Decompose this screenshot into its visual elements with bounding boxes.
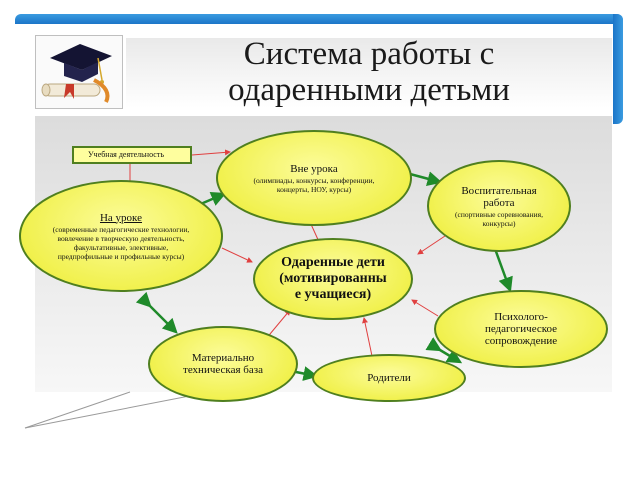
parents-node bbox=[312, 354, 466, 402]
gifted-children-line-2: (мотивированны bbox=[279, 271, 387, 286]
title-line-2: одаренными детьми bbox=[228, 72, 510, 108]
material-base-line-2: техническая база bbox=[183, 364, 263, 376]
material-base-node bbox=[148, 326, 298, 402]
link-inlesson-material bbox=[150, 306, 176, 332]
psychological-support-line-3: сопровождение bbox=[484, 335, 558, 347]
educational-work-title: Воспитательная работа bbox=[461, 184, 537, 209]
gifted-children-line-1: Одаренные дети bbox=[281, 255, 385, 270]
psychological-support-line-2: педагогическое bbox=[484, 323, 558, 335]
link-outside-educational bbox=[410, 174, 440, 182]
arrow-parents-to-center bbox=[364, 318, 372, 356]
in-lesson-title: На уроке bbox=[99, 211, 143, 224]
educational-work-node bbox=[427, 160, 571, 252]
arrow-psych-to-center bbox=[412, 300, 438, 316]
in-lesson-detail: (современные педагогические технологии, вовлечение в творческую деятельность, факультативные, элективные, предпрофильные и профильные курсы) bbox=[52, 224, 190, 261]
arrow-academic-to-outside bbox=[192, 152, 230, 155]
title-line-1: Система работы с bbox=[243, 36, 495, 72]
psychological-support-line-1: Психолого- bbox=[494, 311, 548, 323]
arrow-inlesson-to-center bbox=[222, 248, 252, 262]
outside-lesson-title: Вне урока bbox=[290, 162, 338, 175]
academic-activity-box: Учебная деятельность bbox=[72, 146, 192, 164]
in-lesson-node bbox=[19, 180, 223, 292]
gifted-children-node bbox=[253, 238, 413, 320]
parents-label: Родители bbox=[367, 372, 411, 384]
educational-work-detail: (спортивные соревнования, конкурсы) bbox=[455, 209, 543, 228]
outside-lesson-detail: (олимпиады, конкурсы, конференции, концерты, НОУ, курсы) bbox=[253, 175, 375, 194]
gifted-children-line-3: е учащиеся) bbox=[294, 287, 372, 302]
link-educational-psych bbox=[494, 246, 510, 290]
psychological-support-node bbox=[434, 290, 608, 368]
material-base-line-1: Материально bbox=[191, 352, 255, 364]
outside-lesson-node bbox=[216, 130, 412, 226]
